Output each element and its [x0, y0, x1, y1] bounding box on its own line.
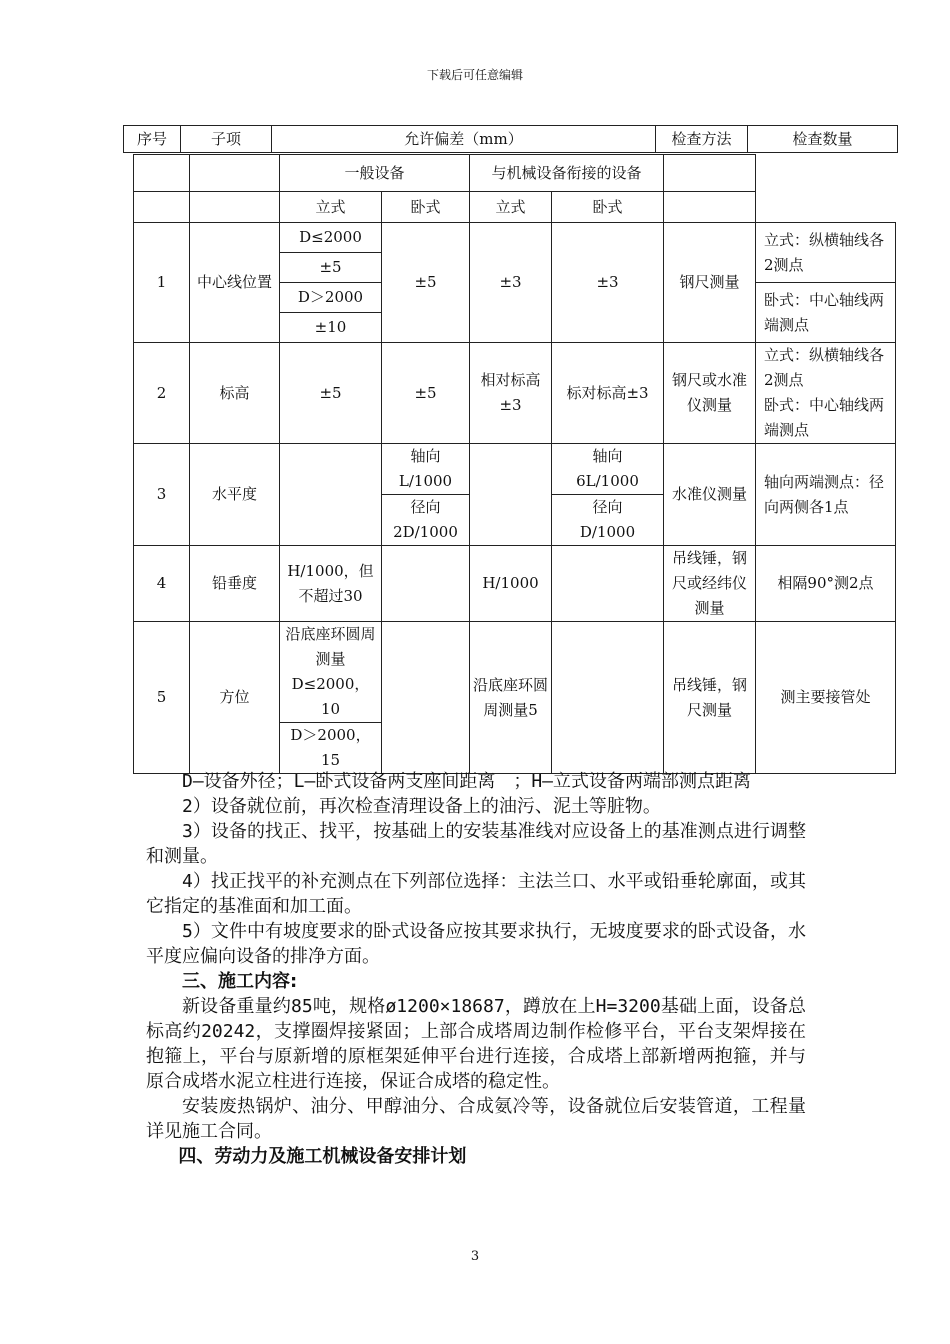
section-heading: 三、施工内容:	[182, 971, 298, 992]
cell-quantity: 轴向两端测点：径向两侧各1点	[756, 444, 896, 546]
empty-cell	[470, 444, 552, 546]
row-no: 4	[134, 546, 190, 622]
row-item: 方位	[190, 622, 280, 774]
empty-cell	[280, 444, 382, 546]
empty-cell	[134, 192, 190, 223]
cell-value: 标对标高±3	[552, 343, 664, 444]
row-no: 1	[134, 223, 190, 343]
paragraph: 4）找正找平的补充测点在下列部位选择：主法兰口、水平或铅垂轮廓面，或其它指定的基准面和加工面。	[146, 871, 806, 917]
cell-value: 相对标高±3	[470, 343, 552, 444]
page-header: 下载后可任意编辑	[426, 68, 523, 82]
section-heading: 四、劳动力及施工机械设备安排计划	[178, 1146, 467, 1167]
cell-method: 吊线锤，钢尺测量	[664, 622, 756, 774]
cell-value: 沿底座环圆周测量D≤2000，10	[280, 622, 382, 723]
col-header-no: 序号	[124, 126, 181, 153]
col-header-item: 子项	[181, 126, 272, 153]
cell-value: H/1000	[470, 546, 552, 622]
empty-cell	[664, 192, 756, 223]
row-item: 标高	[190, 343, 280, 444]
body-text	[146, 769, 806, 1169]
paragraph: 3）设备的找正、找平，按基础上的安装基准线对应设备上的基准测点进行调整和测量。	[146, 821, 806, 867]
paragraph: 新设备重量约85吨，规格ø1200×18687，蹲放在上H=3200基础上面，设备总标高约20242，支撑圈焊接紧固；上部合成塔周边制作检修平台，平台支架焊接在抱箍上，平台与原新增的原框架延伸平台进行连接，合成塔上部新增两抱箍，并与原合成塔水泥立柱进行连接，保证合成塔的稳定性。	[146, 996, 806, 1092]
cell-quantity: 测主要接管处	[756, 622, 896, 774]
cell-value: ±5	[280, 253, 382, 283]
cell-method: 水准仪测量	[664, 444, 756, 546]
row-item: 中心线位置	[190, 223, 280, 343]
col-header-tolerance: 允许偏差（mm）	[272, 126, 656, 153]
row-no: 5	[134, 622, 190, 774]
paragraph: 5）文件中有坡度要求的卧式设备应按其要求执行，无坡度要求的卧式设备，水平度应偏向设备的排净方面。	[146, 921, 806, 967]
cell-value: ±5	[280, 343, 382, 444]
cell-value: ±5	[382, 343, 470, 444]
empty-cell	[190, 155, 280, 192]
row-item: 水平度	[190, 444, 280, 546]
page-number: 3	[470, 1249, 480, 1264]
empty-cell	[190, 192, 280, 223]
cell-quantity: 立式：纵横轴线各2测点	[756, 223, 896, 283]
empty-cell	[382, 622, 470, 774]
cell-value: 轴向 L/1000	[382, 444, 470, 495]
table-header-row	[123, 125, 898, 153]
cell-value: ±3	[552, 223, 664, 343]
cell-value: ±10	[280, 313, 382, 343]
cell-method: 吊线锤，钢尺或经纬仪测量	[664, 546, 756, 622]
tolerance-table	[133, 154, 896, 774]
cell-value: 径向 D/1000	[552, 495, 664, 546]
cell-value: 沿底座环圆周测量5	[470, 622, 552, 774]
row-no: 3	[134, 444, 190, 546]
sub-header-connected: 与机械设备衔接的设备	[470, 155, 664, 192]
note-paragraph: D—设备外径；L—卧式设备两支座间距离 ；H—立式设备两端部测点距离	[182, 771, 752, 792]
row-item: 铅垂度	[190, 546, 280, 622]
empty-cell	[134, 155, 190, 192]
empty-cell	[664, 155, 756, 192]
cell-value: ±3	[470, 223, 552, 343]
sub-header-horizontal: 卧式	[552, 192, 664, 223]
cell-quantity: 卧式：中心轴线两端测点	[756, 283, 896, 343]
paragraph: 安装废热锅炉、油分、甲醇油分、合成氨冷等，设备就位后安装管道，工程量详见施工合同。	[146, 1096, 806, 1142]
empty-cell	[382, 546, 470, 622]
cell-method: 钢尺或水准仪测量	[664, 343, 756, 444]
cell-value: H/1000，但不超过30	[280, 546, 382, 622]
empty-cell	[552, 546, 664, 622]
cell-value: ±5	[382, 223, 470, 343]
sub-header-general: 一般设备	[280, 155, 470, 192]
empty-cell	[552, 622, 664, 774]
cell-quantity: 立式：纵横轴线各2测点 卧式：中心轴线两端测点	[756, 343, 896, 444]
col-header-method: 检查方法	[656, 126, 748, 153]
cell-value: D＞2000，15	[280, 723, 382, 774]
row-no: 2	[134, 343, 190, 444]
cell-quantity: 相隔90°测2点	[756, 546, 896, 622]
cell-value: 轴向 6L/1000	[552, 444, 664, 495]
cell-method: 钢尺测量	[664, 223, 756, 343]
cell-value: D＞2000	[280, 283, 382, 313]
paragraph: 2）设备就位前，再次检查清理设备上的油污、泥土等脏物。	[182, 796, 661, 817]
cell-value: 径向 2D/1000	[382, 495, 470, 546]
col-header-quantity: 检查数量	[748, 126, 898, 153]
sub-header-horizontal: 卧式	[382, 192, 470, 223]
sub-header-vertical: 立式	[280, 192, 382, 223]
sub-header-vertical: 立式	[470, 192, 552, 223]
cell-value: D≤2000	[280, 223, 382, 253]
